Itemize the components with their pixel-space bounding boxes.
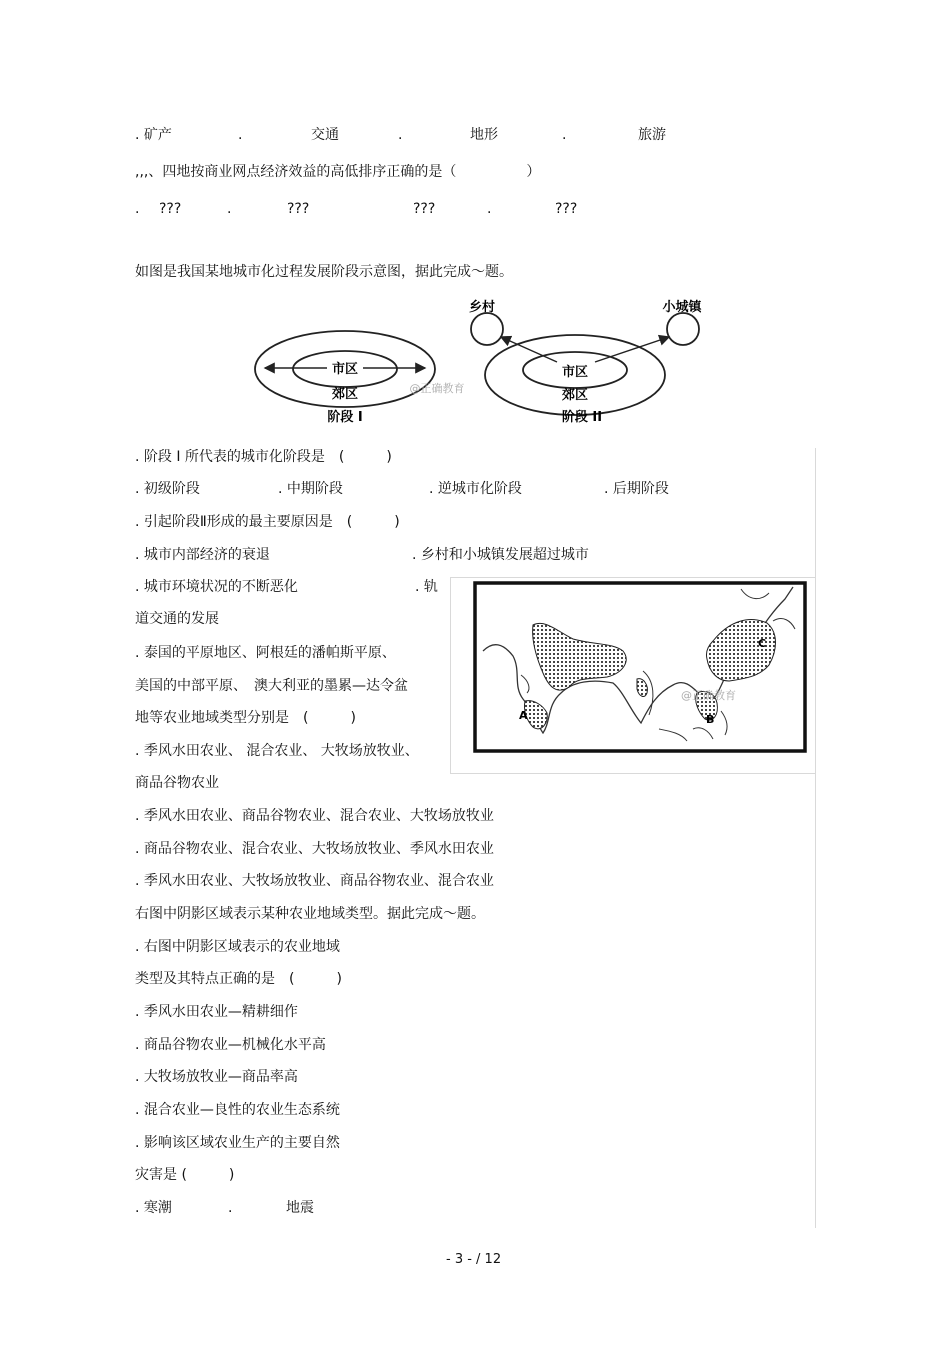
option-a-marker: . [135, 201, 140, 217]
question-stem-line2: 类型及其特点正确的是 ( ) [135, 971, 342, 987]
question-stem-line3: 地等农业地域类型分别是 ( ) [135, 710, 356, 726]
option-b: ??? [287, 201, 310, 217]
map-frame-bottom-rule [450, 773, 816, 774]
watermark: @正确教育 [409, 382, 465, 395]
asia-agriculture-map [473, 581, 807, 753]
option-b: . 季风水田农业、商品谷物农业、混合农业、大牧场放牧业 [135, 808, 494, 824]
page-number: - 3 - / 12 [446, 1252, 502, 1267]
stage1-label: 阶段 I [327, 410, 363, 425]
option-c: ??? [413, 201, 436, 217]
intro-urbanization: 如图是我国某地城市化过程发展阶段示意图，据此完成～题。 [135, 264, 513, 280]
question-stem-line2: 美国的中部平原、 澳大利亚的墨累—达令盆 [135, 678, 408, 694]
option-a: . 城市内部经济的衰退 [135, 547, 270, 563]
option-d: . 混合农业—良性的农业生态系统 [135, 1102, 340, 1118]
option-c: . 逆城市化阶段 [429, 481, 522, 497]
stage1-city-label: 市区 [331, 362, 359, 377]
option-b-marker: . [228, 1200, 233, 1216]
option-a: . 季风水田农业、 混合农业、 大牧场放牧业、 [135, 743, 419, 759]
option-b: . 中期阶段 [278, 481, 343, 497]
question-stem: ,,,、四地按商业网点经济效益的高低排序正确的是（ ） [135, 164, 541, 180]
question-stem: . 阶段 I 所代表的城市化阶段是 ( ) [135, 449, 392, 465]
option-d: 旅游 [638, 127, 666, 143]
map-watermark: @正确教育 [681, 689, 736, 702]
label-b: B [706, 713, 715, 726]
village-label: 乡村 [468, 300, 496, 315]
stage1-suburb-label: 郊区 [331, 387, 359, 402]
question-stem: . 泰国的平原地区、阿根廷的潘帕斯平原、 [135, 645, 396, 661]
stage2-city-label: 市区 [561, 365, 589, 380]
question-stem-line2: 灾害是 ( ) [135, 1167, 235, 1183]
option-c: . 城市环境状况的不断恶化 [135, 579, 298, 595]
urbanization-diagram [245, 292, 725, 427]
option-c: . 商品谷物农业、混合农业、大牧场放牧业、季风水田农业 [135, 841, 494, 857]
option-d-marker: . [562, 127, 567, 143]
intro-map: 右图中阴影区域表示某种农业地域类型。据此完成～题。 [135, 906, 485, 922]
option-b: . 商品谷物农业—机械化水平高 [135, 1037, 326, 1053]
option-d-continued: 道交通的发展 [135, 611, 219, 627]
option-c-marker: . [398, 127, 403, 143]
map-frame-top-rule [450, 577, 816, 578]
option-d: . 轨 [415, 579, 438, 595]
option-b-marker: . [227, 201, 232, 217]
option-d: . 季风水田农业、大牧场放牧业、商品谷物农业、混合农业 [135, 873, 494, 889]
question-stem: . 右图中阴影区域表示的农业地域 [135, 939, 340, 955]
option-c: 地形 [470, 127, 498, 143]
option-b: . 乡村和小城镇发展超过城市 [412, 547, 589, 563]
label-c: C [758, 637, 767, 650]
page-rule-right [815, 448, 816, 1228]
option-d: ??? [555, 201, 578, 217]
option-a: ??? [159, 201, 182, 217]
option-b: 地震 [286, 1200, 314, 1216]
option-a: . 季风水田农业—精耕细作 [135, 1004, 298, 1020]
option-d: . 后期阶段 [604, 481, 669, 497]
option-a: . 矿产 [135, 127, 172, 143]
label-a: A [519, 709, 528, 722]
option-a-continued: 商品谷物农业 [135, 775, 219, 791]
option-a: . 寒潮 [135, 1200, 172, 1216]
stage2-label: 阶段 II [561, 410, 603, 425]
stage2-suburb-label: 郊区 [561, 388, 589, 403]
question-stem: . 引起阶段Ⅱ形成的最主要原因是 ( ) [135, 514, 400, 530]
town-circle [667, 313, 699, 345]
question-stem: . 影响该区域农业生产的主要自然 [135, 1135, 340, 1151]
option-c: . 大牧场放牧业—商品率高 [135, 1069, 298, 1085]
town-label: 小城镇 [662, 300, 702, 315]
option-b: 交通 [311, 127, 339, 143]
option-a: . 初级阶段 [135, 481, 200, 497]
option-d-marker: . [487, 201, 492, 217]
map-frame-left-rule [450, 577, 451, 774]
village-circle [471, 313, 503, 345]
option-b-marker: . [238, 127, 243, 143]
